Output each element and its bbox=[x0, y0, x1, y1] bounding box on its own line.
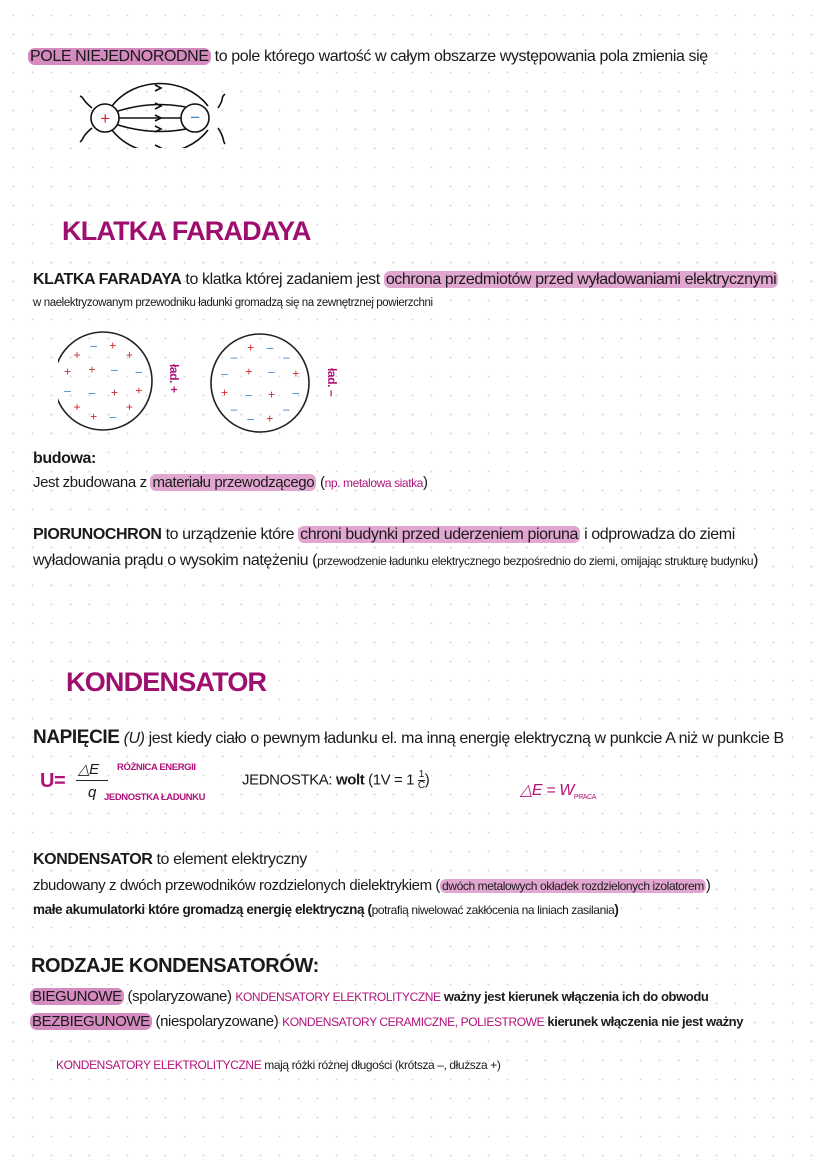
rodzaje-row-biegunowe bbox=[30, 988, 708, 1005]
field-lines-diagram bbox=[75, 78, 235, 148]
plus-charge-sign: + bbox=[110, 385, 118, 400]
label-negative-charge: ład. – bbox=[325, 368, 339, 397]
budowa-text bbox=[33, 474, 428, 491]
minus-charge-sign: – bbox=[88, 385, 95, 400]
plus-charge-sign: + bbox=[73, 347, 81, 362]
kondensator-definition bbox=[33, 851, 307, 869]
heading-rodzaje: RODZAJE KONDENSATORÓW: bbox=[31, 955, 319, 977]
minus-charge-sign: – bbox=[292, 385, 299, 400]
pole-definition bbox=[28, 48, 708, 66]
paren-close: ) bbox=[705, 877, 711, 894]
paren-open: ( bbox=[316, 474, 325, 491]
napiecie-symbol: (U) bbox=[119, 730, 149, 747]
row-paren: (niespolaryzowane) bbox=[151, 1013, 283, 1030]
minus-charge-sign: – bbox=[64, 383, 71, 398]
minus-charge-sign: – bbox=[230, 402, 237, 417]
napiecie-term: NAPIĘCIE bbox=[33, 727, 120, 748]
plus-charge-sign: + bbox=[266, 411, 273, 426]
napiecie-text: jest kiedy ciało o pewnym ładunku el. ma inną energię elektryczną w punkcie A niż w punkcie B bbox=[148, 730, 784, 747]
plus-charge-sign: + bbox=[90, 409, 97, 424]
plus-charge-sign: + bbox=[220, 385, 228, 400]
kondensator-line3 bbox=[33, 902, 619, 917]
piorunochron-text: to urządzenie które bbox=[161, 526, 299, 543]
unit-fraction bbox=[418, 770, 425, 791]
row-desc: ważny jest kierunek włączenia ich do obwodu bbox=[440, 989, 709, 1004]
budowa-text-start: Jest zbudowana z bbox=[33, 474, 151, 491]
formula-lhs: U= bbox=[40, 770, 66, 792]
row-types: KONDENSATORY CERAMICZNE, POLIESTROWE bbox=[282, 1015, 545, 1029]
fraction-bar bbox=[76, 780, 108, 781]
numerator-label: RÓŻNICA ENERGII bbox=[117, 762, 196, 773]
formula-denominator: q bbox=[88, 784, 96, 801]
plus-charge-sign: + bbox=[245, 364, 253, 379]
minus-charge-sign: – bbox=[283, 349, 290, 364]
kondensator-term: KONDENSATOR bbox=[33, 851, 153, 868]
minus-charge-sign: – bbox=[283, 402, 290, 417]
budowa-highlight: materiału przewodzącego bbox=[152, 474, 315, 491]
unit-label: JEDNOSTKA: bbox=[242, 771, 336, 789]
plus-charge-sign: + bbox=[109, 338, 116, 353]
minus-charge-sign: – bbox=[245, 387, 252, 402]
unit-fraction-den: C bbox=[417, 780, 425, 791]
plus-sign: + bbox=[100, 109, 110, 128]
faraday-term: KLATKA FARADAYA bbox=[33, 271, 182, 288]
paren-close: ) bbox=[424, 771, 430, 789]
napiecie-definition bbox=[33, 727, 784, 749]
paren-close: ) bbox=[423, 474, 428, 491]
kondensator-highlight: dwóch metalowych okładek rozdzielonych izolatorem bbox=[442, 879, 704, 893]
electrolytic-note bbox=[56, 1058, 500, 1072]
plus-charge-sign: + bbox=[267, 387, 275, 402]
plus-charge-sign: + bbox=[73, 400, 81, 415]
row-types: KONDENSATORY ELEKTROLITYCZNE bbox=[235, 990, 441, 1004]
paren-open: ( bbox=[367, 902, 372, 917]
formula-numerator: △E bbox=[78, 761, 99, 778]
denominator-label: JEDNOSTKA ŁADUNKU bbox=[104, 792, 206, 803]
minus-sign: − bbox=[190, 108, 200, 127]
faraday-definition bbox=[33, 271, 778, 289]
kondensator-line2-text: zbudowany z dwóch przewodników rozdzielonych dielektrykiem ( bbox=[33, 877, 441, 894]
minus-charge-sign: – bbox=[230, 349, 237, 364]
energy-sub: PRACA bbox=[573, 794, 597, 802]
energy-eq: △E = W bbox=[520, 782, 574, 799]
minus-charge-sign: – bbox=[109, 409, 116, 424]
energy-work-equation bbox=[520, 780, 596, 801]
unit-definition bbox=[242, 770, 429, 791]
budowa-label: budowa: bbox=[33, 450, 96, 467]
heading-klatka-faradaya: KLATKA FARADAYA bbox=[62, 216, 311, 246]
row-term: BEZBIEGUNOWE bbox=[32, 1013, 150, 1030]
heading-kondensator: KONDENSATOR bbox=[66, 667, 267, 697]
plus-charge-sign: + bbox=[125, 347, 133, 362]
plus-charge-sign: + bbox=[247, 340, 254, 355]
rodzaje-row-bezbiegunowe bbox=[30, 1013, 743, 1030]
highlight-term: POLE NIEJEDNORODNE bbox=[30, 48, 209, 65]
minus-charge-sign: – bbox=[111, 362, 118, 377]
piorunochron-highlight: chroni budynki przed uderzeniem pioruna bbox=[300, 526, 579, 543]
plus-charge-sign: + bbox=[125, 400, 133, 415]
piorunochron-text2: i odprowadza do ziemi bbox=[580, 526, 735, 543]
piorunochron-line2-text: wyładowania prądu o wysokim natężeniu ( bbox=[33, 552, 318, 569]
paren-close: ) bbox=[614, 902, 619, 917]
note-text: mają różki różnej długości (krótsza –, dłuższa +) bbox=[261, 1058, 501, 1072]
piorunochron-definition bbox=[33, 526, 735, 544]
row-desc: kierunek włączenia nie jest ważny bbox=[544, 1014, 744, 1029]
budowa-example: np. metalowa siatka bbox=[324, 476, 424, 490]
minus-charge-sign: – bbox=[90, 338, 97, 353]
pole-text: to pole którego wartość w całym obszarze występowania pola zmienia się bbox=[210, 48, 708, 65]
plus-charge-sign: + bbox=[292, 366, 300, 381]
paren-close: ) bbox=[753, 552, 759, 569]
piorunochron-line2 bbox=[33, 552, 758, 570]
row-paren: (spolaryzowane) bbox=[123, 988, 236, 1005]
faraday-charge-diagram bbox=[58, 326, 358, 438]
minus-charge-sign: – bbox=[221, 366, 228, 381]
faraday-note: w naelektryzowanym przewodniku ładunki gromadzą się na zewnętrznej powierzchni bbox=[33, 297, 433, 309]
kondensator-line3-note: potrafią niwelować zakłócenia na liniach zasilania bbox=[371, 903, 615, 917]
unit-fraction-num: 1 bbox=[418, 769, 424, 780]
kondensator-text: to element elektryczny bbox=[152, 851, 307, 868]
unit-name: wolt bbox=[335, 771, 365, 789]
minus-charge-sign: – bbox=[247, 411, 254, 426]
faraday-highlight: ochrona przedmiotów przed wyładowaniami elektrycznymi bbox=[385, 271, 777, 288]
unit-def: (1V = 1 bbox=[368, 771, 415, 789]
plus-charge-sign: + bbox=[88, 362, 96, 377]
minus-charge-sign: – bbox=[135, 364, 142, 379]
kondensator-line2 bbox=[33, 877, 711, 894]
row-term: BIEGUNOWE bbox=[32, 988, 122, 1005]
piorunochron-term: PIORUNOCHRON bbox=[33, 526, 162, 543]
minus-charge-sign: – bbox=[266, 340, 273, 355]
kondensator-line3-bold: małe akumulatorki które gromadzą energię elektryczną bbox=[33, 902, 368, 917]
faraday-text: to klatka której zadaniem jest bbox=[181, 271, 384, 288]
note-types: KONDENSATORY ELEKTROLITYCZNE bbox=[56, 1058, 262, 1072]
piorunochron-explanation: przewodzenie ładunku elektrycznego bezpośrednio do ziemi, omijając strukturę budynku bbox=[317, 554, 754, 568]
plus-charge-sign: + bbox=[135, 383, 143, 398]
minus-charge-sign: – bbox=[268, 364, 275, 379]
plus-charge-sign: + bbox=[63, 364, 71, 379]
label-positive-charge: ład. + bbox=[167, 364, 181, 393]
